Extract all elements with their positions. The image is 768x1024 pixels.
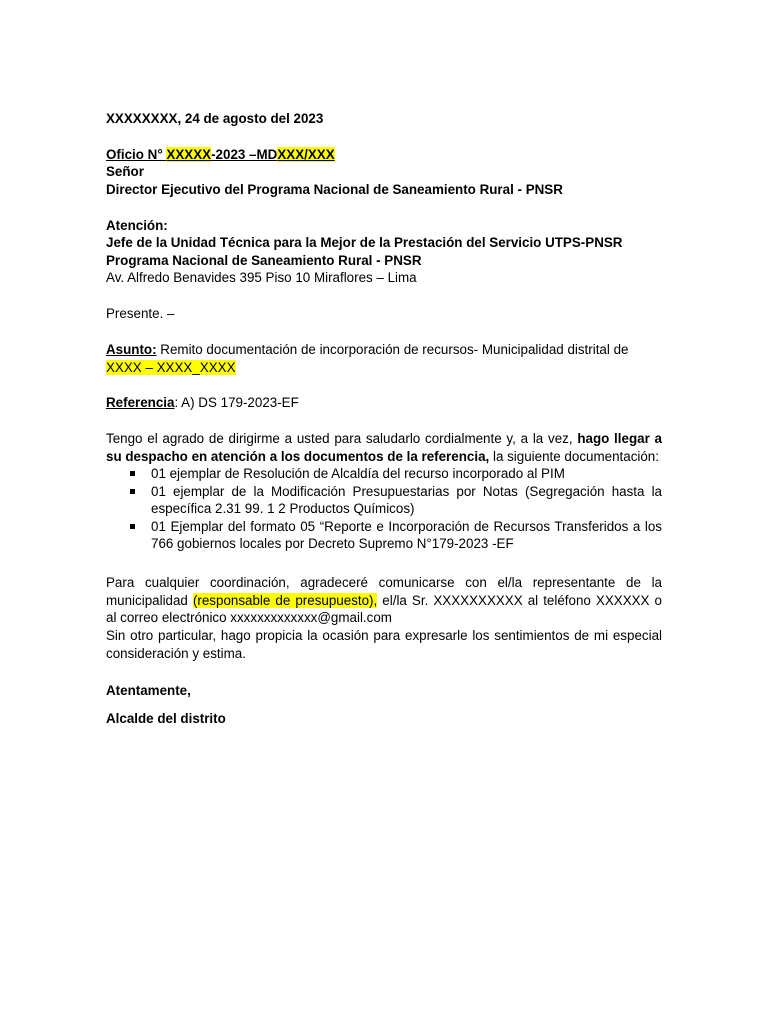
coordination-text-1: Para cualquier coordinación, agradeceré comunicarse con el/la representante de la municipalidad <box>106 575 662 608</box>
intro-end: la siguiente documentación: <box>489 448 659 464</box>
list-item: 01 ejemplar de Resolución de Alcaldía del recurso incorporado al PIM <box>106 465 662 483</box>
signatory: Alcalde del distrito <box>106 711 226 726</box>
attention-line-2: Programa Nacional de Saneamiento Rural - PNSR <box>106 253 422 268</box>
sign-off: Atentamente, <box>106 683 191 698</box>
recipient-title: Director Ejecutivo del Programa Nacional de Saneamiento Rural - PNSR <box>106 182 563 197</box>
bullet-icon <box>130 524 135 529</box>
oficio-mid: -2023 –MD <box>211 147 278 162</box>
intro-plain: Tengo el agrado de dirigirme a usted para saludarlo cordialmente y, a la vez, <box>106 431 578 446</box>
oficio-number-placeholder: XXXXX <box>166 147 212 162</box>
attention-label: Atención: <box>106 218 168 233</box>
list-item: 01 ejemplar de la Modificación Presupuestarias por Notas (Segregación hasta la específica 2.31 99. 1 2 Productos Químicos) <box>106 483 662 518</box>
budget-responsible-highlight: (responsable de presupuesto), <box>192 592 378 608</box>
attention-line-1: Jefe de la Unidad Técnica para la Mejor de la Prestación del Servicio UTPS-PNSR <box>106 235 623 250</box>
salutation: Señor <box>106 164 144 179</box>
asunto-label: Asunto: <box>106 342 157 357</box>
bullet-icon <box>130 489 135 494</box>
asunto-text: Remito documentación de incorporación de recursos- Municipalidad distrital de <box>156 342 629 357</box>
coordination-paragraph <box>106 574 662 627</box>
asunto-placeholder: XXXX – XXXX_XXXX <box>106 359 236 375</box>
date-line: XXXXXXXX, 24 de agosto del 2023 <box>106 111 324 126</box>
presente: Presente. – <box>106 306 175 321</box>
closing-paragraph: Sin otro particular, hago propicia la ocasión para expresarle los sentimientos de mi especial consideración y estima. <box>106 628 662 661</box>
list-item: 01 Ejemplar del formato 05 “Reporte e Incorporación de Recursos Transferidos a los 766 gobiernos locales por Decreto Supremo N°179-2023 -EF <box>106 518 662 553</box>
oficio-number <box>106 146 662 164</box>
referencia-label: Referencia <box>106 395 175 410</box>
bullet-icon <box>130 471 135 476</box>
intro-paragraph <box>106 430 662 465</box>
oficio-code-placeholder: XXX/XXX <box>277 147 335 162</box>
asunto <box>106 341 632 376</box>
referencia <box>106 394 662 412</box>
coordination-text-2: el/la Sr. XXXXXXXXXX al teléfono XXXXXX o al correo electrónico xxxxxxxxxxxxx@gmail.com <box>106 592 662 625</box>
intro-bold: hago llegar a su despacho en atención a los documentos de la referencia, <box>106 431 662 464</box>
referencia-text: : A) DS 179-2023-EF <box>174 395 299 410</box>
attention-address: Av. Alfredo Benavides 395 Piso 10 Miraflores – Lima <box>106 270 417 285</box>
document-list <box>106 465 662 553</box>
oficio-prefix: Oficio N° <box>106 147 167 162</box>
